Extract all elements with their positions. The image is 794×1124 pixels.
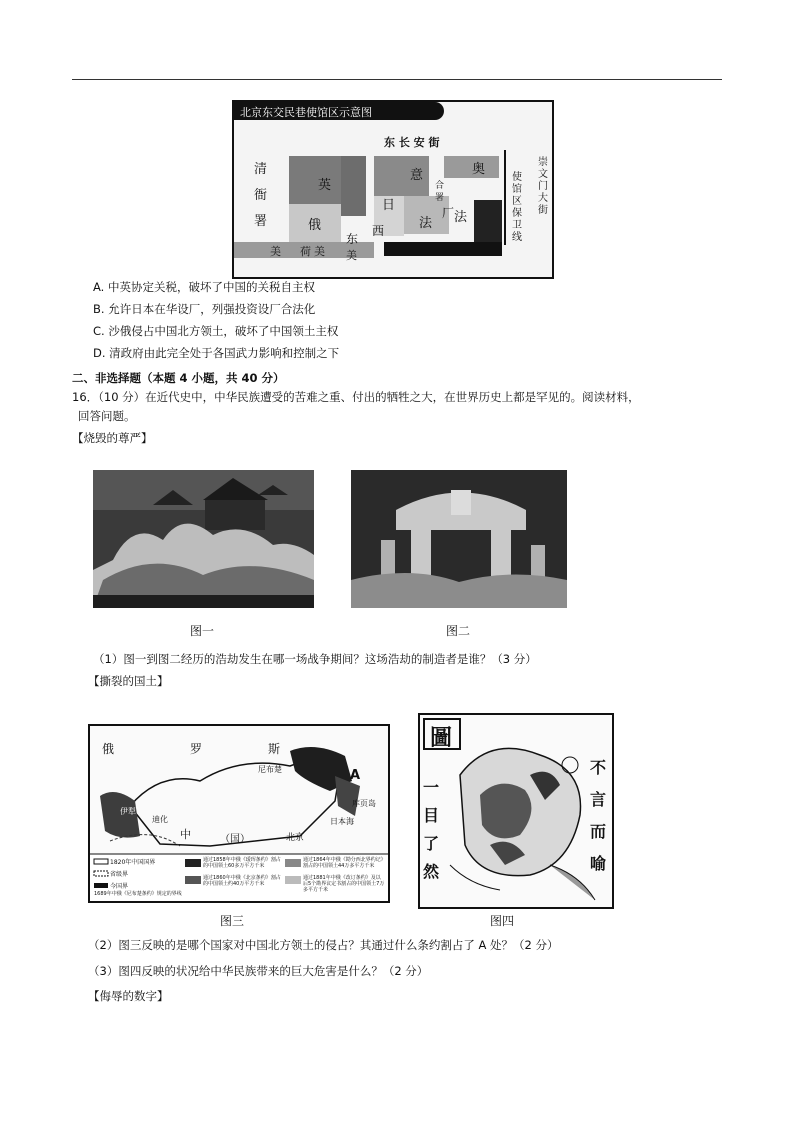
fig3-label-zhong: 中 bbox=[180, 828, 191, 841]
label-usa-2: 美 bbox=[314, 245, 325, 258]
label-factory: 厂 bbox=[442, 206, 455, 220]
fig3-legend-6: 通过1860年中俄《北京条约》割占的中国领土约40万平方千米 bbox=[203, 875, 281, 887]
fig3-label-sakhalin: 库页岛 bbox=[352, 799, 376, 808]
ruins-photo-1 bbox=[93, 470, 314, 608]
label-italy: 意 bbox=[410, 168, 424, 183]
label-france-1: 法 bbox=[419, 216, 433, 231]
fig3-legend-4: 1689年中俄《尼布楚条约》规定的界线 bbox=[94, 891, 182, 897]
label-japan: 日 bbox=[382, 198, 396, 213]
heading-burnt-dignity: 【烧毁的尊严】 bbox=[72, 431, 153, 445]
figure-4-cartoon bbox=[418, 713, 614, 909]
label-austria: 奥 bbox=[472, 162, 486, 177]
question-3: （3）图四反映的状况给中华民族带来的巨大危害是什么？（2 分） bbox=[88, 964, 429, 978]
fig3-legend-1: 1820年中国国界 bbox=[110, 859, 156, 866]
fig3-legend-2: 省级界 bbox=[110, 871, 129, 878]
fig3-label-beijing: 北京 bbox=[286, 833, 305, 843]
label-west: 西 bbox=[372, 224, 385, 238]
label-he: 合 bbox=[435, 181, 445, 191]
fig3-label-sea: 日本海 bbox=[330, 817, 354, 826]
legation-map bbox=[232, 100, 554, 279]
question-16-line1: 16．（10 分）在近代史中，中华民族遭受的苦难之重、付出的牺牲之大，在世界历史上都是罕见的。阅读材料， bbox=[72, 390, 640, 404]
fig3-label-nerchinsk: 尼布楚 bbox=[258, 765, 282, 774]
figure-4-caption: 图四 bbox=[490, 914, 515, 928]
fig4-left-3: 了 bbox=[423, 834, 440, 853]
block-east bbox=[474, 200, 502, 244]
figure-2-caption: 图二 bbox=[446, 624, 471, 638]
block-britain-2 bbox=[341, 156, 366, 216]
fig4-left-2: 目 bbox=[423, 806, 440, 825]
figure-1-photo bbox=[93, 470, 314, 608]
fig3-label-dihua: 迪化 bbox=[152, 815, 168, 824]
fig3-label-luo: 罗 bbox=[190, 742, 203, 756]
ruins-photo-2 bbox=[351, 470, 567, 608]
label-netherlands: 荷 bbox=[300, 245, 311, 258]
label-east: 东 bbox=[346, 232, 359, 246]
guard-line-label: 使馆区保卫线 bbox=[512, 172, 522, 243]
heading-humiliating-numbers: 【侮辱的数字】 bbox=[88, 989, 169, 1003]
fig4-right-4: 喻 bbox=[590, 854, 607, 873]
fig4-left-4: 然 bbox=[423, 862, 440, 881]
question-1: （1）图一到图二经历的浩劫发生在哪一场战争期间？这场浩劫的制造者是谁？（3 分） bbox=[93, 652, 537, 666]
fig3-label-guo: （国） bbox=[220, 834, 250, 845]
legation-map-title: 北京东交民巷使馆区示意图 bbox=[240, 106, 372, 119]
fig4-left-1: 一 bbox=[423, 778, 440, 797]
legation-boundary-line bbox=[504, 150, 506, 245]
qing-office-label: 清衙署 bbox=[254, 162, 268, 229]
fig4-right-1: 不 bbox=[590, 758, 607, 777]
fig3-legend-5: 通过1858年中俄《瑷珲条约》割占的中国领土60多万平方千米 bbox=[203, 857, 281, 869]
option-b: B. 允许日本在华设厂，列强投资设厂合法化 bbox=[93, 302, 316, 316]
fig3-label-a: A bbox=[350, 768, 361, 783]
fig3-label-yili: 伊犁 bbox=[120, 807, 136, 816]
figure-1-caption: 图一 bbox=[190, 624, 215, 638]
block-bottom bbox=[384, 242, 502, 256]
label-russia: 俄 bbox=[308, 218, 322, 233]
section-title: 二、非选择题（本题 4 小题，共 40 分） bbox=[72, 371, 285, 385]
fig3-legend-8: 通过1881年中俄《改订条约》及以后5个勘界议定书割占的中国领土7万多平方千米 bbox=[303, 875, 385, 893]
street-top-label: 东 长 安 街 bbox=[384, 136, 440, 149]
figure-2-photo bbox=[351, 470, 567, 608]
fig4-right-2: 言 bbox=[590, 790, 607, 809]
label-usa-1: 美 bbox=[270, 245, 281, 258]
heading-torn-land: 【撕裂的国土】 bbox=[88, 674, 169, 688]
fig3-label-e: 俄 bbox=[102, 742, 115, 756]
top-rule bbox=[72, 79, 722, 80]
fig4-title: 圖 bbox=[430, 725, 453, 751]
label-britain: 英 bbox=[318, 178, 332, 193]
fig4-right-3: 而 bbox=[590, 822, 607, 841]
label-france-2: 法 bbox=[454, 210, 468, 225]
street-right-label: 崇文门大街 bbox=[538, 157, 548, 216]
label-shu: 署 bbox=[435, 193, 445, 203]
figure-3-caption: 图三 bbox=[220, 914, 245, 928]
option-d: D. 清政府由此完全处于各国武力影响和控制之下 bbox=[93, 346, 340, 360]
option-a: A. 中英协定关税，破坏了中国的关税自主权 bbox=[93, 280, 315, 294]
figure-3-map bbox=[88, 724, 390, 903]
option-c: C. 沙俄侵占中国北方领土，破坏了中国领土主权 bbox=[93, 324, 339, 338]
question-2: （2）图三反映的是哪个国家对中国北方领土的侵占？其通过什么条约割占了 A 处？（2 分） bbox=[88, 938, 559, 952]
question-16-line2: 回答问题。 bbox=[78, 409, 136, 423]
label-usa-3: 美 bbox=[346, 249, 357, 262]
fig3-legend-7: 通过1864年中俄《勘分西北界约记》割占的中国领土44万多平方千米 bbox=[303, 857, 384, 869]
fig3-legend-3: 今国界 bbox=[110, 883, 129, 890]
fig3-label-si: 斯 bbox=[268, 742, 281, 756]
block-britain bbox=[289, 156, 341, 204]
